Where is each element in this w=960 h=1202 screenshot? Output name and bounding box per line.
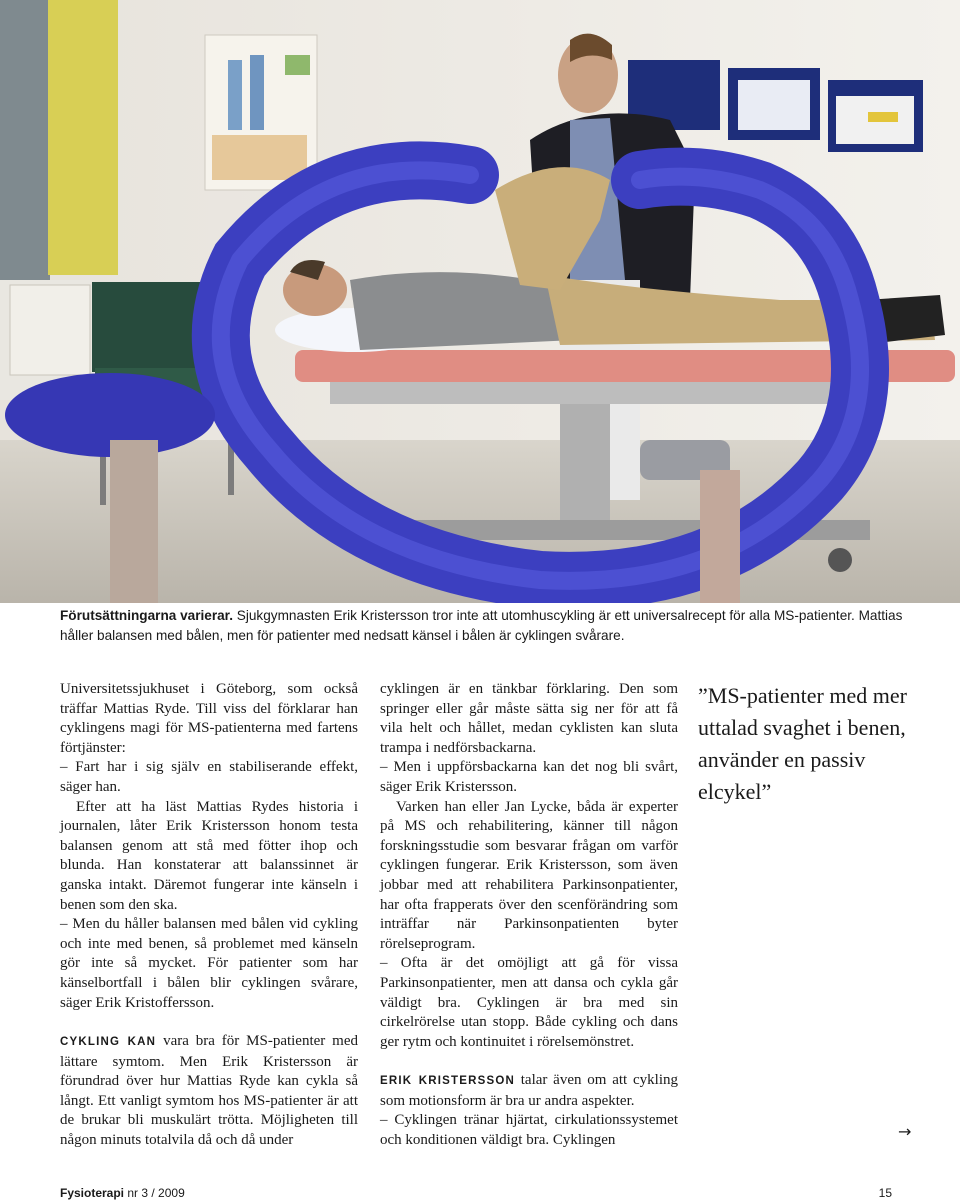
article-column-1	[60, 680, 358, 1151]
col1-paragraph-3: Efter att ha läst Mattias Rydes historia i journalen, låter Erik Kristersson honom testa balansen genom att stå med fötter ihop och blunda. Han konstaterar att balanssinnet är ganska intakt. Däremot fungerar inte känseln i benen som den ska.	[60, 798, 358, 913]
caption-bold: Förutsättningarna varierar.	[60, 608, 233, 623]
col1-paragraph-1: Universitetssjukhuset i Göteborg, som också träffar Mattias Ryde. Till viss del förklarar han cyklingens magi för MS-patienterna med fartens förtjänster:	[60, 681, 358, 756]
footer-publication	[60, 1186, 185, 1200]
col2-lead-in: ERIK KRISTERSSON	[380, 1075, 515, 1088]
col1-lead-in: CYKLING KAN	[60, 1036, 157, 1049]
col2-paragraph-5-text: talar även om att cykling som motionsform är bra ur andra aspekter.	[380, 1072, 678, 1109]
photo-caption	[60, 606, 910, 646]
col2-paragraph-2: – Men i uppförsbackarna kan det nog bli svårt, säger Erik Kristersson.	[380, 759, 678, 795]
col2-paragraph-5	[380, 1071, 678, 1111]
caption-text: Sjukgymnasten Erik Kristersson tror inte att utomhuscykling är ett universalrecept för alla MS-patienter. Mattias håller balansen med bålen, men för patienter med nedsatt känsel i bålen är cyklingen svårare.	[60, 608, 903, 643]
col1-paragraph-4: – Men du håller balansen med bålen vid cykling och inte med benen, så problemet med känseln gör inte så mycket. För patienter som har känselbortfall i bålen blir cyklingen svårare, säger Erik Kristoffersson.	[60, 916, 358, 1011]
col1-paragraph-5-text: vara bra för MS-patienter med lättare symtom. Men Erik Kristersson är förundrad över hur Mattias Ryde kan cykla så långt. Ett vanligt symtom hos MS-patienter är att de brukar bli muskulärt trötta. Möjligheten till någon minuts totalvila då och då under	[60, 1033, 358, 1149]
col2-paragraph-4: – Ofta är det omöjligt att gå för vissa Parkinsonpatienter, men att dansa och cykla går väldigt bra. Cyklingen är bra med sin cirkelrörelse utan stopp. Både cykling och dans ger rytm och kontinuitet i rörelsemönstret.	[380, 955, 678, 1050]
col1-paragraph-2: – Fart har i sig själv en stabiliserande effekt, säger han.	[60, 759, 358, 795]
continue-arrow-icon: →	[898, 1122, 912, 1141]
page-number: 15	[878, 1186, 892, 1200]
col1-paragraph-5	[60, 1032, 358, 1151]
article-column-2	[380, 680, 678, 1151]
col2-paragraph-1: cyklingen är en tänkbar förklaring. Den som springer eller går måste sätta sig ner för att få vila helt och hållet, medan cyklisten kan sluta trampa i nedförsbackarna.	[380, 681, 678, 756]
footer-magazine-name: Fysioterapi	[60, 1186, 125, 1200]
pull-quote: ”MS-patienter med mer uttalad svaghet i benen, använder en passiv elcykel”	[698, 683, 907, 804]
col2-paragraph-6: – Cyklingen tränar hjärtat, cirkulationssystemet och konditionen väldigt bra. Cyklingen	[380, 1112, 678, 1149]
col2-paragraph-3: Varken han eller Jan Lycke, båda är experter på MS och rehabilitering, känner till någon forskningsstudie som besvarar frågan om varför cyklingen fungerar. Erik Kristersson, som även jobbar med att rehabilitera Parkinsonpatienter, har ofta frapperats över den scenförändring som inträffar när Parkinsonpatienten byter rörelseprogram.	[380, 798, 678, 952]
footer-issue: nr 3 / 2009	[124, 1186, 185, 1200]
